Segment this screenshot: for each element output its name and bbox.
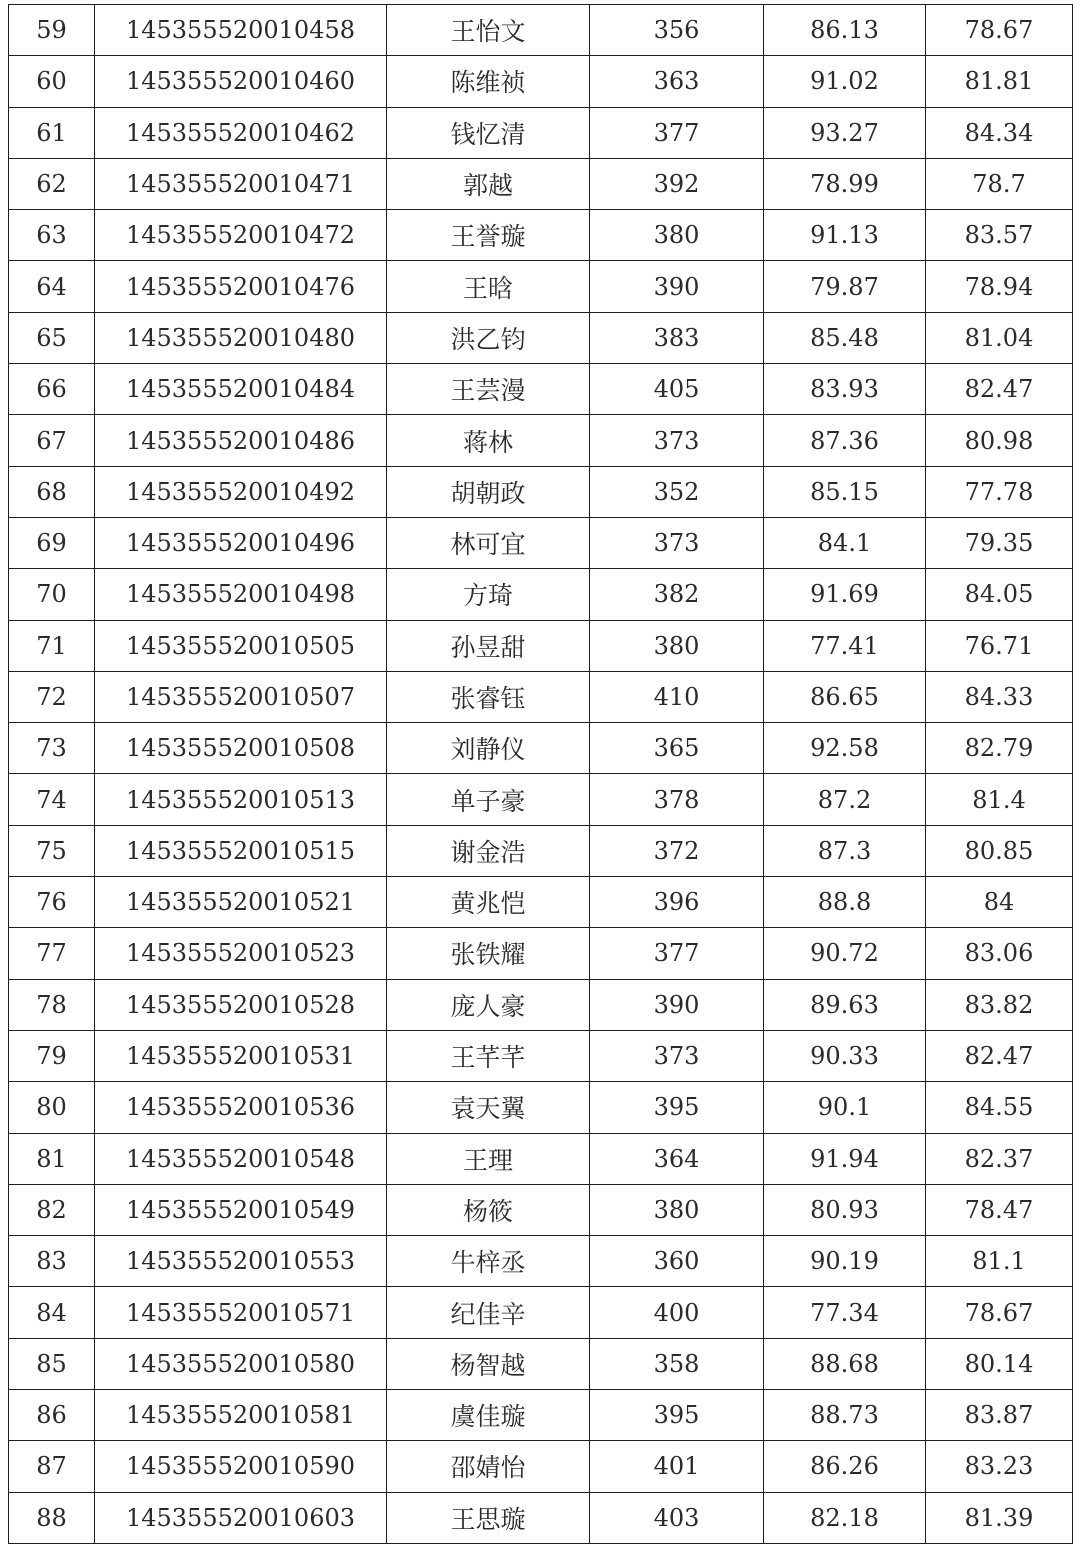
cell-exam-id: 145355520010462 xyxy=(95,107,387,158)
table-row xyxy=(9,1030,1073,1081)
cell-written-score: 377 xyxy=(590,107,764,158)
cell-exam-id: 145355520010472 xyxy=(95,210,387,261)
cell-total-score: 84.34 xyxy=(926,107,1073,158)
cell-exam-id: 145355520010480 xyxy=(95,312,387,363)
cell-exam-id: 145355520010484 xyxy=(95,364,387,415)
table-row xyxy=(9,1287,1073,1338)
table-row xyxy=(9,56,1073,107)
cell-sequence-number: 66 xyxy=(9,364,95,415)
cell-exam-id: 145355520010531 xyxy=(95,1030,387,1081)
cell-written-score: 373 xyxy=(590,517,764,568)
cell-sequence-number: 67 xyxy=(9,415,95,466)
cell-exam-id: 145355520010507 xyxy=(95,671,387,722)
cell-interview-score: 86.26 xyxy=(764,1441,926,1492)
cell-exam-id: 145355520010496 xyxy=(95,517,387,568)
cell-candidate-name: 牛梓丞 xyxy=(387,1236,590,1287)
cell-exam-id: 145355520010580 xyxy=(95,1338,387,1389)
cell-candidate-name: 孙昱甜 xyxy=(387,620,590,671)
cell-total-score: 82.37 xyxy=(926,1133,1073,1184)
table-row xyxy=(9,158,1073,209)
cell-candidate-name: 蒋林 xyxy=(387,415,590,466)
table-row xyxy=(9,1082,1073,1133)
cell-total-score: 84 xyxy=(926,877,1073,928)
cell-sequence-number: 63 xyxy=(9,210,95,261)
cell-candidate-name: 陈维祯 xyxy=(387,56,590,107)
cell-written-score: 380 xyxy=(590,210,764,261)
cell-written-score: 401 xyxy=(590,1441,764,1492)
cell-candidate-name: 黄兆恺 xyxy=(387,877,590,928)
cell-candidate-name: 虞佳璇 xyxy=(387,1390,590,1441)
cell-exam-id: 145355520010458 xyxy=(95,5,387,56)
cell-written-score: 363 xyxy=(590,56,764,107)
cell-total-score: 79.35 xyxy=(926,517,1073,568)
cell-written-score: 392 xyxy=(590,158,764,209)
cell-sequence-number: 62 xyxy=(9,158,95,209)
cell-total-score: 81.4 xyxy=(926,774,1073,825)
cell-total-score: 80.14 xyxy=(926,1338,1073,1389)
cell-sequence-number: 77 xyxy=(9,928,95,979)
cell-total-score: 78.94 xyxy=(926,261,1073,312)
cell-written-score: 372 xyxy=(590,825,764,876)
cell-total-score: 83.23 xyxy=(926,1441,1073,1492)
table-row xyxy=(9,979,1073,1030)
cell-exam-id: 145355520010571 xyxy=(95,1287,387,1338)
cell-exam-id: 145355520010553 xyxy=(95,1236,387,1287)
cell-written-score: 364 xyxy=(590,1133,764,1184)
cell-interview-score: 90.33 xyxy=(764,1030,926,1081)
cell-interview-score: 84.1 xyxy=(764,517,926,568)
score-table-body xyxy=(9,5,1073,1544)
cell-interview-score: 90.72 xyxy=(764,928,926,979)
cell-exam-id: 145355520010486 xyxy=(95,415,387,466)
table-row xyxy=(9,517,1073,568)
cell-interview-score: 92.58 xyxy=(764,723,926,774)
cell-written-score: 382 xyxy=(590,569,764,620)
cell-written-score: 405 xyxy=(590,364,764,415)
table-row xyxy=(9,1133,1073,1184)
cell-candidate-name: 钱忆清 xyxy=(387,107,590,158)
cell-candidate-name: 王誉璇 xyxy=(387,210,590,261)
cell-sequence-number: 78 xyxy=(9,979,95,1030)
cell-candidate-name: 纪佳辛 xyxy=(387,1287,590,1338)
cell-interview-score: 88.68 xyxy=(764,1338,926,1389)
cell-exam-id: 145355520010460 xyxy=(95,56,387,107)
cell-candidate-name: 刘静仪 xyxy=(387,723,590,774)
table-row xyxy=(9,1390,1073,1441)
table-row xyxy=(9,261,1073,312)
cell-candidate-name: 袁天翼 xyxy=(387,1082,590,1133)
cell-total-score: 81.1 xyxy=(926,1236,1073,1287)
cell-candidate-name: 王理 xyxy=(387,1133,590,1184)
table-row xyxy=(9,1441,1073,1492)
cell-interview-score: 83.93 xyxy=(764,364,926,415)
cell-sequence-number: 59 xyxy=(9,5,95,56)
cell-total-score: 81.81 xyxy=(926,56,1073,107)
cell-candidate-name: 杨筱 xyxy=(387,1184,590,1235)
cell-interview-score: 87.3 xyxy=(764,825,926,876)
cell-candidate-name: 邵婧怡 xyxy=(387,1441,590,1492)
cell-total-score: 83.57 xyxy=(926,210,1073,261)
cell-exam-id: 145355520010548 xyxy=(95,1133,387,1184)
cell-exam-id: 145355520010521 xyxy=(95,877,387,928)
cell-interview-score: 87.2 xyxy=(764,774,926,825)
cell-total-score: 83.06 xyxy=(926,928,1073,979)
cell-sequence-number: 88 xyxy=(9,1492,95,1543)
table-row xyxy=(9,1492,1073,1543)
cell-sequence-number: 82 xyxy=(9,1184,95,1235)
cell-exam-id: 145355520010549 xyxy=(95,1184,387,1235)
table-row xyxy=(9,1338,1073,1389)
cell-interview-score: 91.02 xyxy=(764,56,926,107)
cell-interview-score: 87.36 xyxy=(764,415,926,466)
cell-written-score: 373 xyxy=(590,415,764,466)
cell-candidate-name: 胡朝政 xyxy=(387,466,590,517)
cell-written-score: 365 xyxy=(590,723,764,774)
cell-total-score: 80.85 xyxy=(926,825,1073,876)
cell-candidate-name: 郭越 xyxy=(387,158,590,209)
cell-total-score: 81.04 xyxy=(926,312,1073,363)
cell-candidate-name: 王芊芊 xyxy=(387,1030,590,1081)
cell-total-score: 78.67 xyxy=(926,1287,1073,1338)
cell-candidate-name: 王晗 xyxy=(387,261,590,312)
cell-candidate-name: 张铁耀 xyxy=(387,928,590,979)
cell-sequence-number: 84 xyxy=(9,1287,95,1338)
cell-candidate-name: 庞人豪 xyxy=(387,979,590,1030)
cell-sequence-number: 79 xyxy=(9,1030,95,1081)
table-row xyxy=(9,825,1073,876)
cell-interview-score: 88.8 xyxy=(764,877,926,928)
cell-interview-score: 91.13 xyxy=(764,210,926,261)
table-row xyxy=(9,620,1073,671)
cell-interview-score: 78.99 xyxy=(764,158,926,209)
table-row xyxy=(9,877,1073,928)
cell-interview-score: 77.34 xyxy=(764,1287,926,1338)
cell-exam-id: 145355520010498 xyxy=(95,569,387,620)
cell-sequence-number: 87 xyxy=(9,1441,95,1492)
cell-exam-id: 145355520010492 xyxy=(95,466,387,517)
cell-candidate-name: 王芸漫 xyxy=(387,364,590,415)
cell-exam-id: 145355520010476 xyxy=(95,261,387,312)
cell-sequence-number: 75 xyxy=(9,825,95,876)
cell-sequence-number: 86 xyxy=(9,1390,95,1441)
cell-written-score: 396 xyxy=(590,877,764,928)
cell-interview-score: 89.63 xyxy=(764,979,926,1030)
cell-candidate-name: 林可宜 xyxy=(387,517,590,568)
cell-total-score: 78.7 xyxy=(926,158,1073,209)
cell-sequence-number: 76 xyxy=(9,877,95,928)
cell-written-score: 390 xyxy=(590,979,764,1030)
cell-sequence-number: 85 xyxy=(9,1338,95,1389)
cell-written-score: 395 xyxy=(590,1390,764,1441)
cell-sequence-number: 64 xyxy=(9,261,95,312)
cell-written-score: 378 xyxy=(590,774,764,825)
cell-exam-id: 145355520010528 xyxy=(95,979,387,1030)
cell-total-score: 83.87 xyxy=(926,1390,1073,1441)
table-row xyxy=(9,210,1073,261)
cell-total-score: 76.71 xyxy=(926,620,1073,671)
cell-exam-id: 145355520010505 xyxy=(95,620,387,671)
cell-sequence-number: 73 xyxy=(9,723,95,774)
cell-candidate-name: 方琦 xyxy=(387,569,590,620)
table-row xyxy=(9,1236,1073,1287)
table-row xyxy=(9,312,1073,363)
table-row xyxy=(9,1184,1073,1235)
cell-candidate-name: 谢金浩 xyxy=(387,825,590,876)
cell-sequence-number: 65 xyxy=(9,312,95,363)
cell-written-score: 403 xyxy=(590,1492,764,1543)
cell-exam-id: 145355520010590 xyxy=(95,1441,387,1492)
cell-total-score: 81.39 xyxy=(926,1492,1073,1543)
cell-interview-score: 79.87 xyxy=(764,261,926,312)
table-row xyxy=(9,415,1073,466)
cell-written-score: 358 xyxy=(590,1338,764,1389)
cell-exam-id: 145355520010513 xyxy=(95,774,387,825)
cell-interview-score: 80.93 xyxy=(764,1184,926,1235)
table-row xyxy=(9,107,1073,158)
cell-sequence-number: 69 xyxy=(9,517,95,568)
cell-written-score: 380 xyxy=(590,620,764,671)
cell-candidate-name: 王怡文 xyxy=(387,5,590,56)
cell-interview-score: 91.94 xyxy=(764,1133,926,1184)
table-row xyxy=(9,774,1073,825)
cell-total-score: 84.33 xyxy=(926,671,1073,722)
cell-total-score: 82.47 xyxy=(926,364,1073,415)
table-row xyxy=(9,723,1073,774)
cell-sequence-number: 68 xyxy=(9,466,95,517)
cell-total-score: 77.78 xyxy=(926,466,1073,517)
cell-interview-score: 93.27 xyxy=(764,107,926,158)
cell-interview-score: 90.19 xyxy=(764,1236,926,1287)
cell-sequence-number: 60 xyxy=(9,56,95,107)
cell-sequence-number: 83 xyxy=(9,1236,95,1287)
table-row xyxy=(9,671,1073,722)
cell-interview-score: 85.15 xyxy=(764,466,926,517)
table-row xyxy=(9,364,1073,415)
cell-written-score: 380 xyxy=(590,1184,764,1235)
cell-sequence-number: 61 xyxy=(9,107,95,158)
cell-sequence-number: 72 xyxy=(9,671,95,722)
cell-interview-score: 82.18 xyxy=(764,1492,926,1543)
cell-exam-id: 145355520010536 xyxy=(95,1082,387,1133)
cell-written-score: 395 xyxy=(590,1082,764,1133)
cell-candidate-name: 王思璇 xyxy=(387,1492,590,1543)
cell-candidate-name: 单子豪 xyxy=(387,774,590,825)
table-row xyxy=(9,569,1073,620)
cell-sequence-number: 80 xyxy=(9,1082,95,1133)
cell-written-score: 400 xyxy=(590,1287,764,1338)
cell-exam-id: 145355520010508 xyxy=(95,723,387,774)
cell-exam-id: 145355520010581 xyxy=(95,1390,387,1441)
cell-total-score: 80.98 xyxy=(926,415,1073,466)
cell-written-score: 360 xyxy=(590,1236,764,1287)
cell-written-score: 383 xyxy=(590,312,764,363)
cell-interview-score: 85.48 xyxy=(764,312,926,363)
cell-written-score: 352 xyxy=(590,466,764,517)
cell-total-score: 82.79 xyxy=(926,723,1073,774)
cell-total-score: 84.05 xyxy=(926,569,1073,620)
cell-total-score: 82.47 xyxy=(926,1030,1073,1081)
cell-exam-id: 145355520010515 xyxy=(95,825,387,876)
cell-interview-score: 90.1 xyxy=(764,1082,926,1133)
cell-written-score: 390 xyxy=(590,261,764,312)
cell-written-score: 356 xyxy=(590,5,764,56)
table-row xyxy=(9,5,1073,56)
cell-total-score: 84.55 xyxy=(926,1082,1073,1133)
cell-interview-score: 77.41 xyxy=(764,620,926,671)
cell-interview-score: 91.69 xyxy=(764,569,926,620)
cell-exam-id: 145355520010523 xyxy=(95,928,387,979)
cell-sequence-number: 81 xyxy=(9,1133,95,1184)
cell-candidate-name: 洪乙钧 xyxy=(387,312,590,363)
cell-exam-id: 145355520010603 xyxy=(95,1492,387,1543)
cell-written-score: 410 xyxy=(590,671,764,722)
table-row xyxy=(9,466,1073,517)
score-table xyxy=(8,4,1073,1544)
cell-sequence-number: 71 xyxy=(9,620,95,671)
cell-total-score: 78.67 xyxy=(926,5,1073,56)
cell-candidate-name: 张睿钰 xyxy=(387,671,590,722)
table-row xyxy=(9,928,1073,979)
cell-interview-score: 88.73 xyxy=(764,1390,926,1441)
cell-sequence-number: 74 xyxy=(9,774,95,825)
cell-interview-score: 86.65 xyxy=(764,671,926,722)
cell-total-score: 83.82 xyxy=(926,979,1073,1030)
cell-sequence-number: 70 xyxy=(9,569,95,620)
cell-written-score: 377 xyxy=(590,928,764,979)
cell-interview-score: 86.13 xyxy=(764,5,926,56)
cell-total-score: 78.47 xyxy=(926,1184,1073,1235)
cell-written-score: 373 xyxy=(590,1030,764,1081)
cell-candidate-name: 杨智越 xyxy=(387,1338,590,1389)
cell-exam-id: 145355520010471 xyxy=(95,158,387,209)
